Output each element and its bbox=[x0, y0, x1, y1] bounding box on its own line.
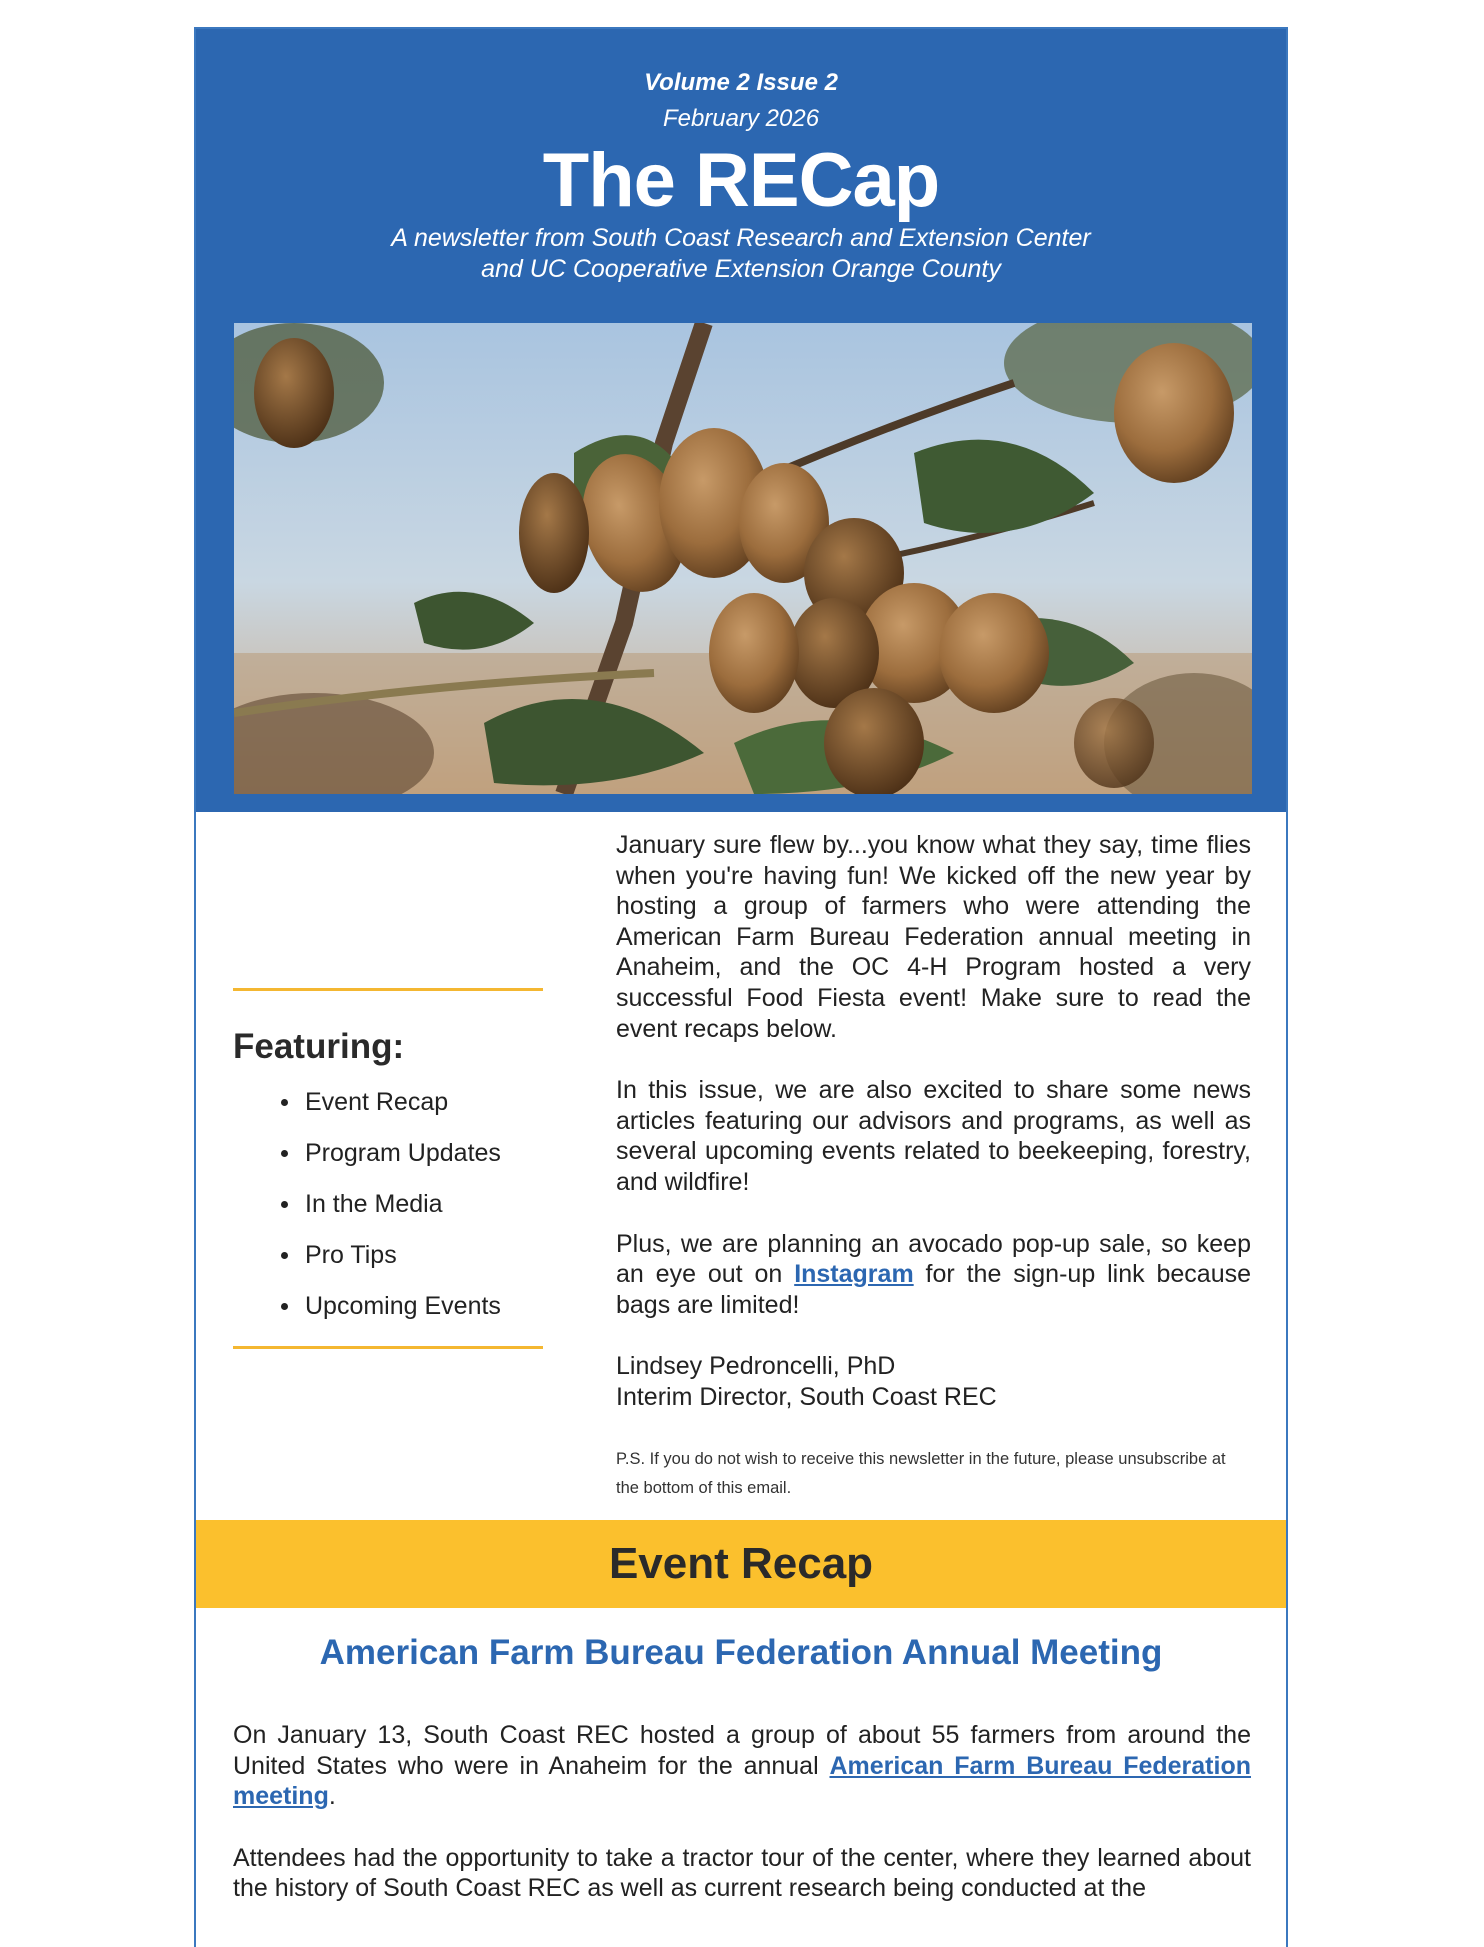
intro-paragraph-1: January sure flew by...you know what they say, time flies when you're having fun! We kicked off the new year by hosting a group of farmers who were attending the American Farm Bureau Federation annual meeting in Anaheim, and the OC 4-H Program hosted a very successful Food Fiesta event! Make sure to read the event recaps below. bbox=[616, 831, 1251, 1043]
issue-date: February 2026 bbox=[662, 105, 820, 132]
featuring-list bbox=[233, 1087, 543, 1342]
subtitle-line-1: A newsletter from South Coast Research and Extension Center bbox=[391, 224, 1091, 252]
masthead bbox=[196, 29, 1286, 812]
featuring-title: Featuring: bbox=[233, 1027, 405, 1066]
article-title: American Farm Bureau Federation Annual Meeting bbox=[319, 1633, 1163, 1672]
featuring-item: In the Media bbox=[305, 1189, 543, 1240]
article-body bbox=[233, 1720, 1251, 1935]
hero-image bbox=[234, 323, 1252, 794]
featuring-item: Event Recap bbox=[305, 1087, 543, 1138]
intro-letter bbox=[616, 830, 1251, 1503]
article-text: . bbox=[328, 1782, 336, 1811]
intro-text: for the sign-up link because bags are limited! bbox=[616, 1260, 1251, 1319]
signature bbox=[616, 1351, 1251, 1412]
featuring-item: Program Updates bbox=[305, 1138, 543, 1189]
newsletter-title: The RECap bbox=[542, 138, 940, 223]
article-paragraph-1 bbox=[233, 1720, 1251, 1812]
section-band-event-recap: Event Recap bbox=[196, 1520, 1286, 1608]
postscript: P.S. If you do not wish to receive this newsletter in the future, please unsubscribe at the bottom of this email. bbox=[616, 1449, 1226, 1497]
newsletter-subtitle bbox=[196, 223, 1286, 285]
afbf-meeting-link[interactable]: American Farm Bureau Federation meeting bbox=[233, 1751, 1251, 1811]
subtitle-line-2: and UC Cooperative Extension Orange County bbox=[481, 255, 1001, 283]
featuring-item: Upcoming Events bbox=[305, 1291, 543, 1342]
intro-text: Plus, we are planning an avocado pop-up sale, so keep an eye out on bbox=[616, 1229, 1251, 1289]
intro-paragraph-2: In this issue, we are also excited to share some news articles featuring our advisors and programs, as well as several upcoming events related to beekeeping, forestry, and wildfire! bbox=[616, 1076, 1251, 1196]
featuring-bottom-rule bbox=[233, 1346, 543, 1349]
featuring-item: Pro Tips bbox=[305, 1240, 543, 1291]
featuring-sidebar bbox=[233, 988, 543, 1349]
kiwifruit-photo bbox=[234, 323, 1252, 794]
instagram-link[interactable]: Instagram bbox=[794, 1260, 914, 1289]
issue-volume: Volume 2 Issue 2 bbox=[644, 69, 838, 96]
article-text: On January 13, South Coast REC hosted a group of about 55 farmers from around the United States who were in Anaheim for the annual bbox=[233, 1721, 1251, 1780]
signature-name: Lindsey Pedroncelli, PhD bbox=[616, 1352, 896, 1381]
signature-title: Interim Director, South Coast REC bbox=[616, 1382, 997, 1411]
intro-paragraph-3 bbox=[616, 1229, 1251, 1321]
featuring-top-rule bbox=[233, 988, 543, 991]
article-paragraph-2: Attendees had the opportunity to take a tractor tour of the center, where they learned about the history of South Coast REC as well as current research being conducted at the bbox=[233, 1843, 1251, 1903]
